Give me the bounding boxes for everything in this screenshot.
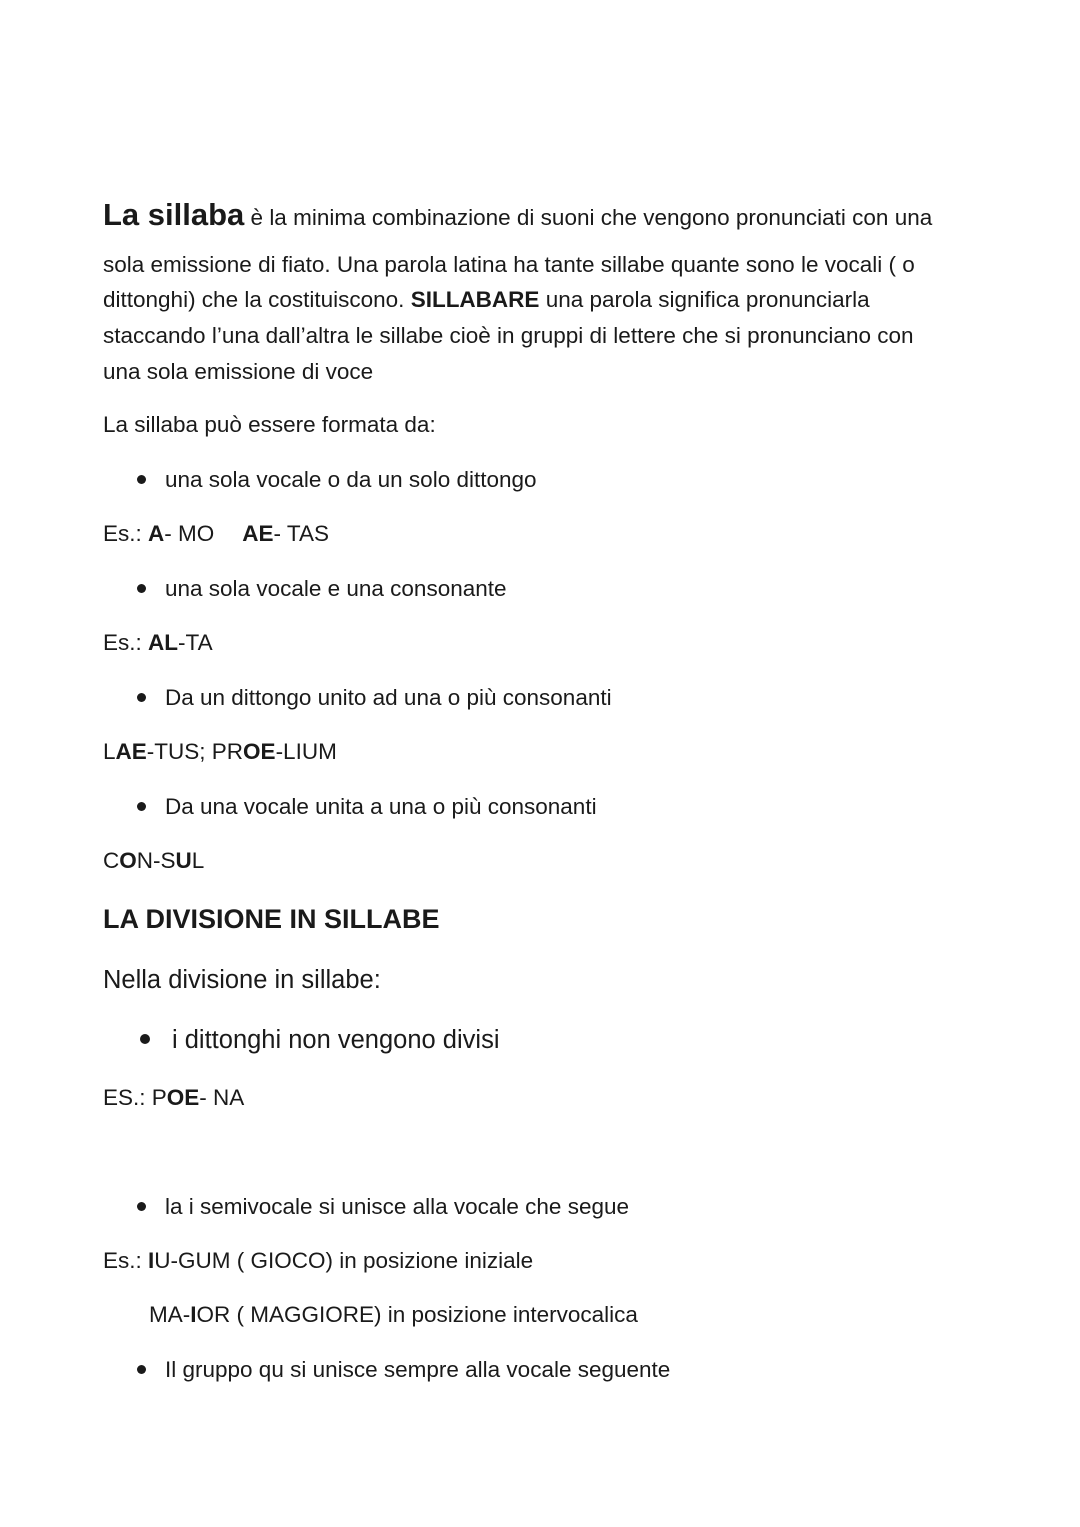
example-prefix: ES.: P xyxy=(103,1085,167,1110)
divisione-bullet-1-text: i dittonghi non vengono divisi xyxy=(172,1026,500,1054)
formata-bullet-2 xyxy=(137,574,507,604)
example-bold: AE xyxy=(115,739,147,764)
formata-bullet-3 xyxy=(137,683,612,713)
example-rest: L xyxy=(191,848,205,873)
divisione-bullet-3-text: Il gruppo qu si unisce sempre alla vocale seguente xyxy=(165,1357,671,1382)
intro-line-3 xyxy=(103,285,870,315)
example-rest: -TUS; PR xyxy=(146,739,244,764)
example-prefix: Es.: xyxy=(103,630,149,655)
example-rest: N-S xyxy=(136,848,176,873)
divisione-bullet-3 xyxy=(137,1355,670,1385)
intro-line-1-text: è la minima combinazione di suoni che vengono pronunciati con una xyxy=(244,205,933,230)
formata-example-4 xyxy=(103,846,204,876)
example-prefix: Es.: xyxy=(103,521,149,546)
divisione-example-1 xyxy=(103,1083,244,1113)
bullet-dot-icon xyxy=(137,584,146,593)
example-bold: AE xyxy=(242,521,274,546)
intro-line-5: una sola emissione di voce xyxy=(103,359,374,384)
formata-bullet-2-text: una sola vocale e una consonante xyxy=(165,576,507,601)
formata-lead: La sillaba può essere formata da: xyxy=(103,412,436,437)
example-rest: - MO xyxy=(164,521,215,546)
divisione-example-2 xyxy=(103,1246,533,1276)
example-rest: U-GUM ( GIOCO) in posizione iniziale xyxy=(154,1248,534,1273)
divisione-lead: Nella divisione in sillabe: xyxy=(103,966,381,994)
formata-bullet-4-text: Da una vocale unita a una o più consonanti xyxy=(165,794,597,819)
formata-bullet-4 xyxy=(137,792,597,822)
bullet-dot-icon xyxy=(137,1202,146,1211)
bullet-dot-icon xyxy=(137,1365,146,1374)
formata-bullet-1-text: una sola vocale o da un solo dittongo xyxy=(165,467,537,492)
divisione-bullet-1 xyxy=(140,1025,499,1055)
sillaba-title: La sillaba xyxy=(103,197,245,232)
example-rest: C xyxy=(103,848,120,873)
formata-example-2 xyxy=(103,628,213,658)
example-rest: L xyxy=(103,739,116,764)
divisione-heading: LA DIVISIONE IN SILLABE xyxy=(103,904,440,934)
example-rest: OR ( MAGGIORE) in posizione intervocalica xyxy=(196,1302,638,1327)
example-bold: A xyxy=(148,521,165,546)
sillabare-term: SILLABARE xyxy=(410,287,540,312)
example-bold: OE xyxy=(243,739,276,764)
bullet-dot-icon xyxy=(137,802,146,811)
intro-line-1 xyxy=(103,197,933,233)
example-bold: OE xyxy=(166,1085,200,1110)
formata-bullet-3-text: Da un dittongo unito ad una o più consonanti xyxy=(165,685,612,710)
example-rest: - TAS xyxy=(273,521,329,546)
intro-line-3-b: una parola significa pronunciarla xyxy=(539,287,870,312)
example-bold: AL xyxy=(148,630,179,655)
example-bold: I xyxy=(148,1248,155,1273)
example-bold: U xyxy=(175,848,192,873)
bullet-dot-icon xyxy=(137,693,146,702)
bullet-dot-icon xyxy=(140,1034,150,1044)
divisione-bullet-2-text: la i semivocale si unisce alla vocale che segue xyxy=(165,1194,629,1219)
example-bold: O xyxy=(119,848,137,873)
divisione-example-3 xyxy=(149,1300,638,1330)
intro-line-2: sola emissione di fiato. Una parola latina ha tante sillabe quante sono le vocali ( o xyxy=(103,252,915,277)
formata-bullet-1 xyxy=(137,465,537,495)
example-prefix: Es.: xyxy=(103,1248,149,1273)
example-rest: MA- xyxy=(149,1302,191,1327)
example-rest: - NA xyxy=(199,1085,245,1110)
bullet-dot-icon xyxy=(137,475,146,484)
intro-line-4: staccando l’una dall’altra le sillabe cioè in gruppi di lettere che si pronunciano con xyxy=(103,323,914,348)
example-rest: -TA xyxy=(178,630,213,655)
divisione-bullet-2 xyxy=(137,1192,629,1222)
example-rest: -LIUM xyxy=(275,739,337,764)
formata-example-3 xyxy=(103,737,337,767)
intro-line-3-a: dittonghi) che la costituiscono. xyxy=(103,287,411,312)
example-bold: I xyxy=(190,1302,197,1327)
formata-example-1 xyxy=(103,519,329,549)
